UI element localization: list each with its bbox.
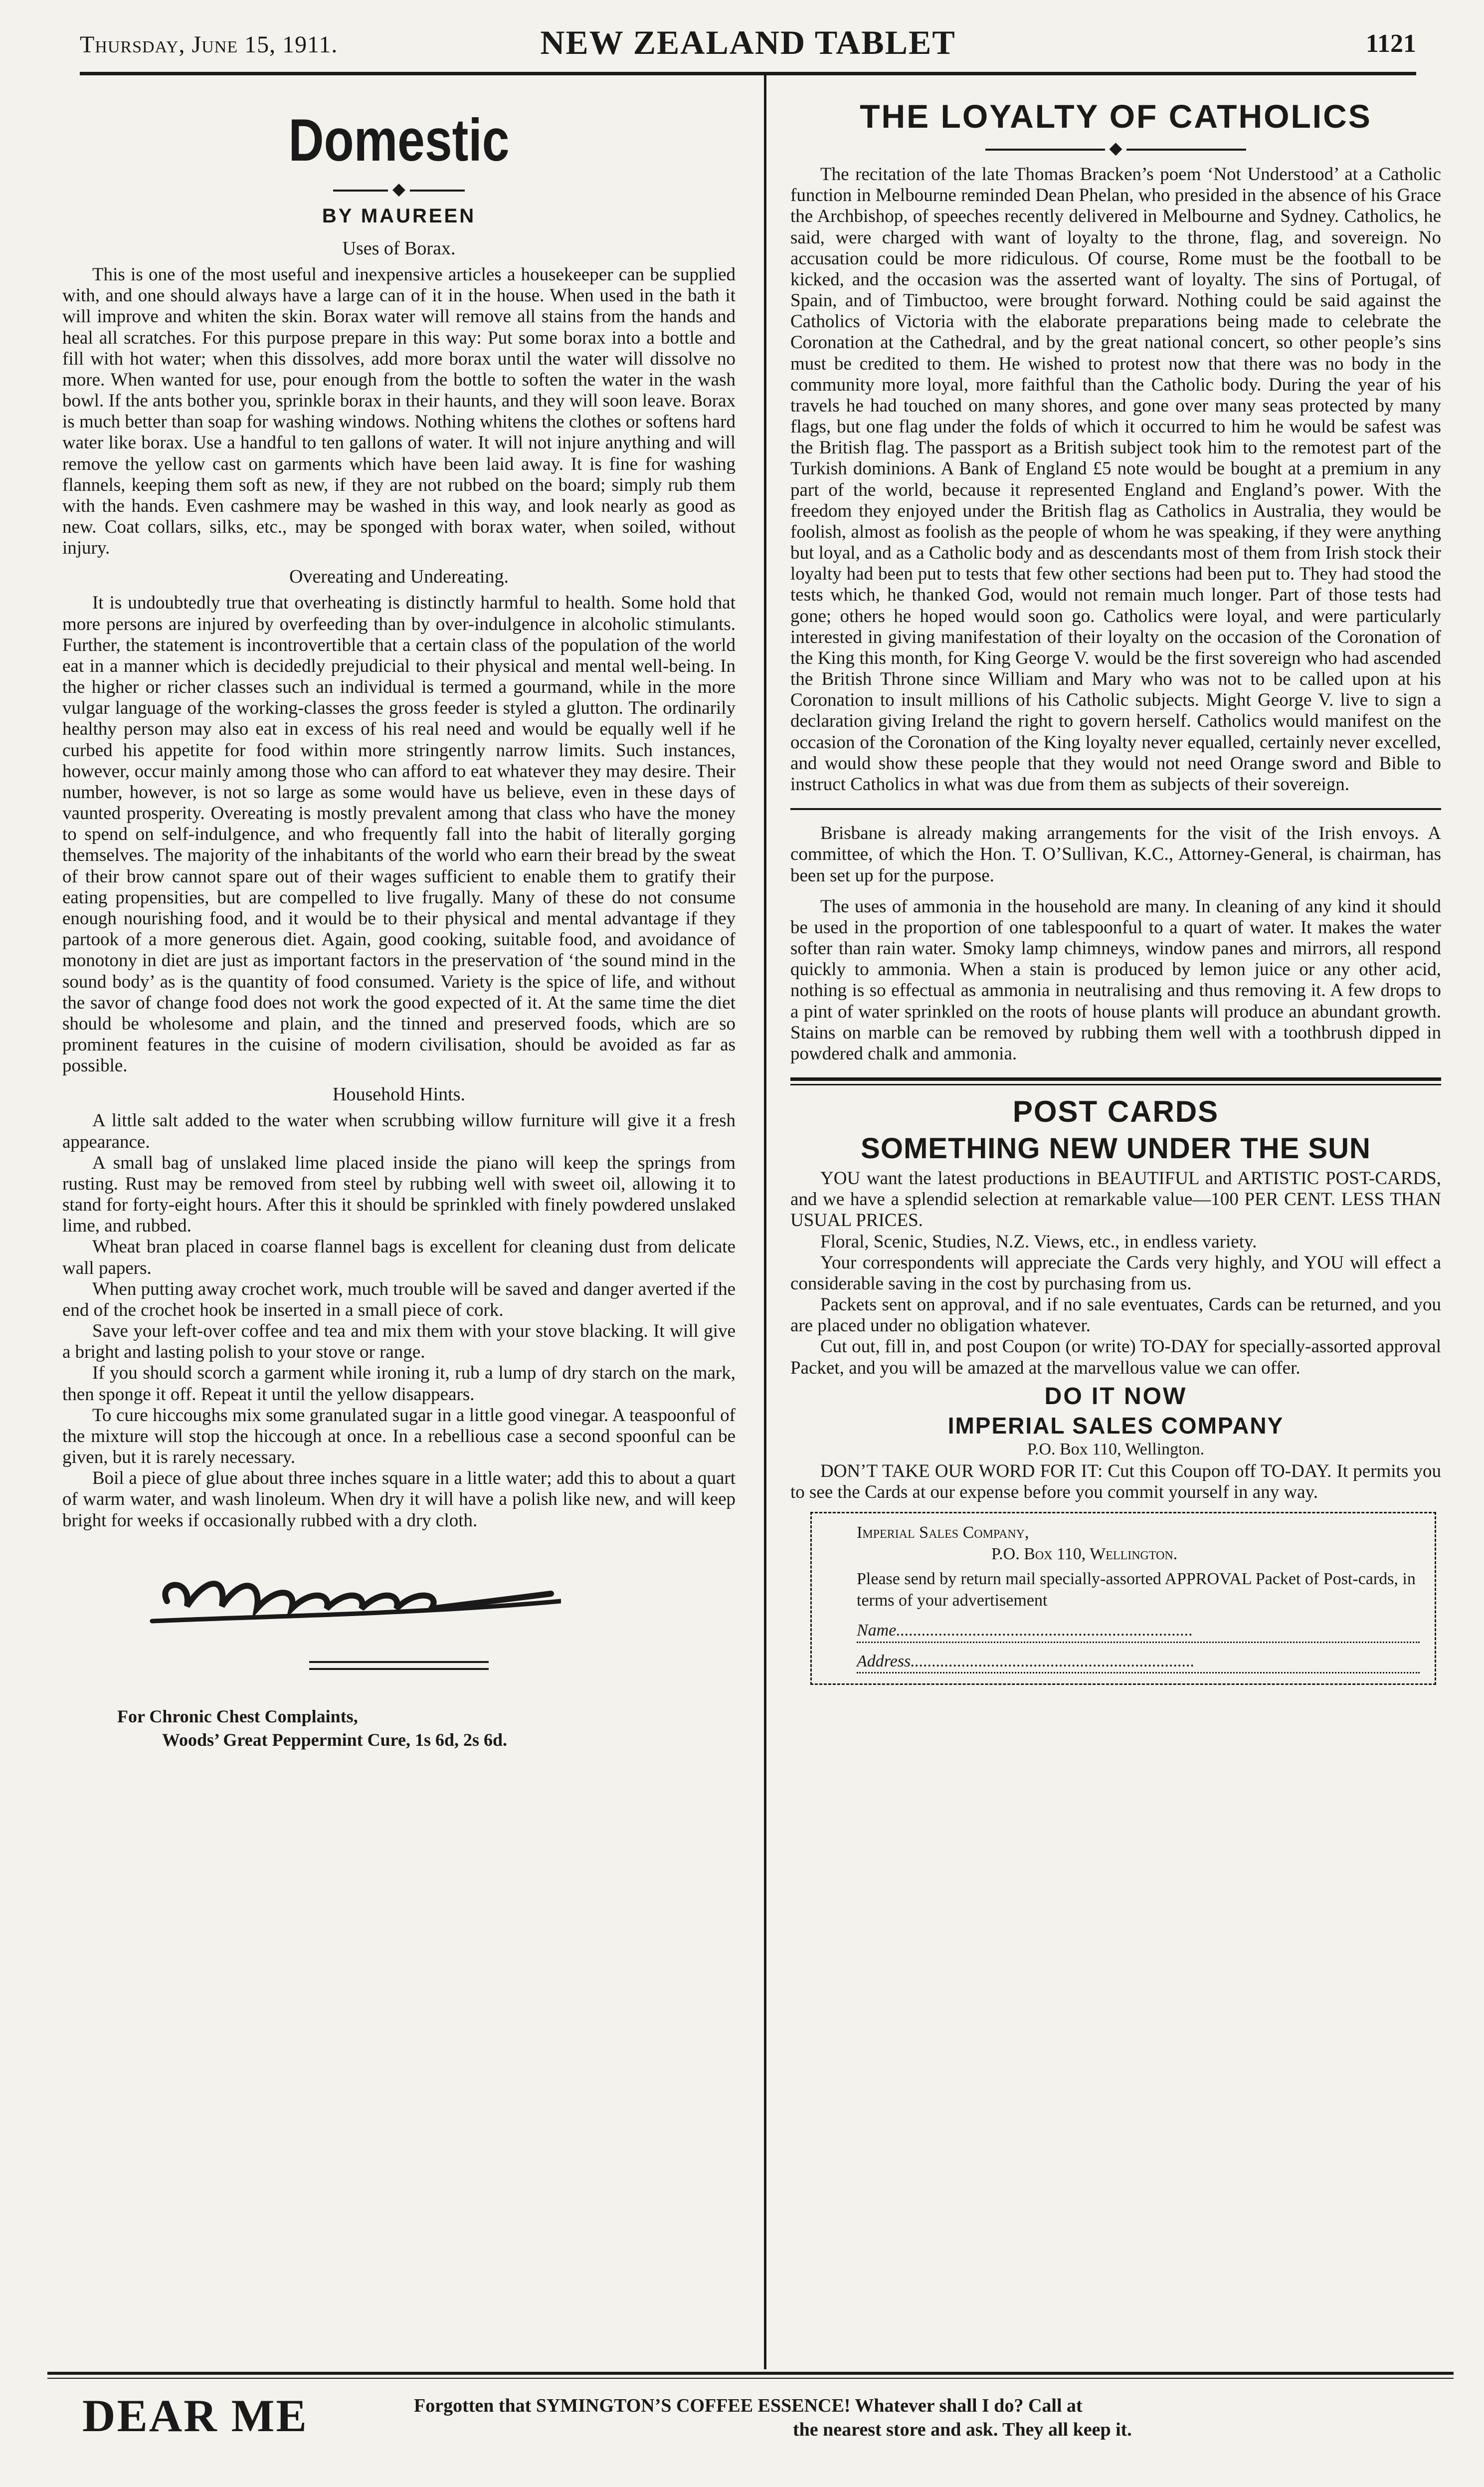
page-header [80,17,1416,75]
title-ornament: ◆ [62,181,736,198]
page-number: 1121 [1365,29,1416,58]
hint-paragraph: If you should scorch a garment while ironing it, rub a lump of dry starch on the mark, then sponge it off. Repeat it until the yellow disappears. [62,1363,736,1405]
hint-paragraph: To cure hiccoughs mix some granulated sugar in a little good vinegar. A teaspoonful of the mixture will stop the hiccough at once. In a rebellious case a second spoonful can be given, but it is rarely necessary. [62,1405,736,1468]
footer-rule [47,2372,1454,2379]
borax-paragraph: This is one of the most useful and inexpensive articles a housekeeper can be supplied with, and one should always have a large can of it in the house. When used in the bath it will improve and whiten the skin. Borax water will remove all stains from the hands and heal all scratches. For this purpose prepare in this way: Put some borax into a bottle and fill with hot water; when this dissolves, add more borax until the water will dissolve no more. When wanted for use, pour enough from the bottle to soften the water in the wash bowl. If the ants bother you, sprinkle borax in their haunts, and they will soon leave. Borax is much better than soap for washing windows. Nothing whitens the clothes or softens hard water like borax. Use a handful to ten gallons of water. It will not injure anything and will remove the yellow cast on garments which have been laid away. It is fine for washing flannels, keeping them soft as new, if they are not rubbed on the board; simply rub them with the hands. Even cashmere may be washed in this way, and look nearly as good as new. Coat collars, silks, etc., may be sponged with borax water, when soiled, without injury. [62,264,736,559]
postcards-paragraph: Packets sent on approval, and if no sale eventuates, Cards can be returned, and you are placed under no obligation whatever. [790,1294,1441,1336]
maureen-signature [62,1546,736,1641]
ad-divider [790,1077,1441,1085]
hint-paragraph: When putting away crochet work, much trouble will be saved and danger averted if the end of the crochet hook be inserted in a small piece of cork. [62,1278,736,1320]
domestic-column [62,87,736,1751]
coupon-address: P.O. Box 110, Wellington. [991,1544,1178,1563]
postcards-subtitle: SOMETHING NEW UNDER THE SUN [861,1132,1371,1165]
coupon-instructions: DON’T TAKE OUR WORD FOR IT: Cut this Coupon off TO-DAY. It permits you to see the Cards at our expense before you commit yourself in any way. [790,1460,1441,1502]
coupon-address-field[interactable]: Address................................................................... [857,1651,1420,1674]
chest-cure-ad [62,1705,736,1752]
domestic-title: Domestic [288,107,510,174]
hint-paragraph: A small bag of unslaked lime placed inside the piano will keep the springs from rusting. Rust may be removed from steel by rubbing well with sweet oil, allowing it to stand for forty-eight hours. After this it should be sprinkled with finely powdered unslaked lime, and rubbed. [62,1152,736,1237]
column-divider [764,75,766,2369]
masthead: NEW ZEALAND TABLET [540,23,956,61]
chest-ad-line2: Woods’ Great Peppermint Cure, 1s 6d, 2s 6d. [162,1729,508,1750]
footer-line1: Forgotten that SYMINGTON’S COFFEE ESSENCE! Whatever shall I do? Call at [414,2395,1083,2416]
order-coupon [810,1512,1436,1685]
coupon-text: Please send by return mail specially-assorted APPROVAL Packet of Post-cards, in terms of your advertisement [857,1570,1416,1610]
hint-paragraph: Boil a piece of glue about three inches square in a little water; add this to about a quart of warm water, and wash linoleum. When dry it will have a polish like new, and will keep bright for weeks if occasionally rubbed with a dry cloth. [62,1468,736,1531]
postcards-paragraph: Floral, Scenic, Studies, N.Z. Views, etc., in endless variety. [820,1231,1257,1252]
postcards-paragraph: Your correspondents will appreciate the Cards very highly, and YOU will effect a considerable saving in the cost by purchasing from us. [790,1252,1441,1294]
company-name: IMPERIAL SALES COMPANY [947,1412,1284,1439]
brisbane-paragraph: Brisbane is already making arrangements for the visit of the Irish envoys. A committee, of which the Hon. T. O’Sullivan, K.C., Attorney-General, is chairman, has been set up for the purpose. [790,823,1441,886]
postcards-ad [790,1094,1441,1685]
overeating-paragraph: It is undoubtedly true that overheating is distinctly harmful to health. Some hold that more persons are injured by overfeeding than by over-indulgence in alcoholic stimulants. Further, the statement is incontrovertible that a certain class of the population of the world eat in a manner which is decidedly prejudicial to their physical and mental well-being. In the higher or richer classes such an individual is termed a gourmand, while in the more vulgar language of the working-classes the gross feeder is styled a glutton. The ordinarily healthy person may also eat in excess of his real need and would be equally well if he curbed his appetite for food within more stringently narrow limits. Such instances, however, occur mainly among those who can afford to eat whatever they may desire. Their number, however, is not so large as some would have us believe, even in these days of vaunted prosperity. Overeating is mostly prevalent among that class who have the money to spend on self-indulgence, and who frequently fall into the habit of literally gorging themselves. The majority of the inhabitants of the world who earn their bread by the sweat of their brow cannot spare out of their wages sufficient to enable them to gratify their eating propensities, but are compelled to live frugally. Many of these do not consume enough nourishing food, and it would be to their physical and mental advantage if they partook of a more generous diet. Again, good cooking, suitable food, and avoidance of monotony in diet are just as important factors in the preservation of ‘the sound mind in the sound body’ as is the quantity of food consumed. Variety is the spice of life, and without the savor of change food does not work the good expected of it. At the same time the diet should be wholesome and plain, and the tinned and preserved foods, which are so prominent features in the cuisine of modern civilisation, should be avoided as far as possible. [62,593,736,1076]
postcards-paragraph: YOU want the latest productions in BEAUTIFUL and ARTISTIC POST-CARDS, and we have a splendid selection at remarkable value—100 PER CENT. LESS THAN USUAL PRICES. [790,1168,1441,1231]
issue-date: Thursday, June 15, 1911. [80,31,338,58]
footer-line2: the nearest store and ask. They all keep it. [793,2419,1132,2440]
coupon-company: Imperial Sales Company, [857,1523,1029,1542]
right-column [790,87,1441,1685]
do-it-now-heading: DO IT NOW [1044,1383,1187,1410]
postcards-title: POST CARDS [1012,1095,1219,1129]
section-heading-overeating: Overeating and Undereating. [289,566,509,588]
chest-ad-line1: For Chronic Chest Complaints, [117,1706,358,1726]
ammonia-paragraph: The uses of ammonia in the household are many. In cleaning of any kind it should be used in the proportion of one tablespoonful to a quart of water. It makes the water softer than rain water. Smoky lamp chimneys, window panes and mirrors, all respond quickly to ammonia. When a stain is produced by lemon juice or any other acid, nothing is so effectual as ammonia in neutralising and thus removing it. A few drops to a pint of water sprinkled on the roots of house plants will produce an abundant growth. Stains on marble can be removed by rubbing them well with a toothbrush dipped in powdered chalk and ammonia. [790,896,1441,1064]
section-heading-borax: Uses of Borax. [342,238,456,259]
section-heading-hints: Household Hints. [333,1084,465,1105]
hint-paragraph: Save your left-over coffee and tea and mix them with your stove blacking. It will give a bright and lasting polish to your stove or range. [62,1321,736,1363]
loyalty-title: THE LOYALTY OF CATHOLICS [860,98,1372,135]
loyalty-paragraph: The recitation of the late Thomas Bracken’s poem ‘Not Understood’ at a Catholic function in Melbourne reminded Dean Phelan, who presided in the absence of his Grace the Archbishop, of speeches recently delivered in Melbourne and Sydney. Catholics, he said, were charged with want of loyalty to the throne, flag, and sovereign. No accusation could be more ridiculous. Of course, Rome must be the football to be kicked, and the occasion was the asserted want of loyalty. The sins of Portugal, of Spain, and of Timbuctoo, were brought forward. Nothing could be said against the Catholics of Victoria with the elaborate preparations being made to celebrate the Coronation at the Cathedral, and by the great national concert, so other people’s sins must be credited to them. He wished to protest now that there was no body in the community more loyal, more faithful than the Catholic body. During the year of his travels he had touched on many shores, and gone over many seas protected by many flags, but one flag under the folds of which it occurred to him he would be safest was the British flag. The passport as a British subject took him to the remotest part of the Turkish dominions. A Bank of England £5 note would be bought at a premium in any part of the world, because it represented England and England’s power. With the freedom they enjoyed under the British flag as Catholics in Australia, they would be foolish, almost as foolish as the people of whom he was speaking, if they were anything but loyal, and as a Catholic body and as descendants most of them from Irish stock their loyalty had been put to tests that few other sections had been put to. They had stood the tests which, he thanked God, would not remain much longer. Part of those tests had gone; others he hoped would soon go. Catholics were loyal, and were particularly interested in giving manifestation of their loyalty on the occasion of the Coronation of the King this month, for King George V. would be the first sovereign who had ascended the British Throne since William and Mary who was not to be called upon at his Coronation to insult millions of his Catholic subjects. Might George V. live to sign a declaration giving Ireland the right to govern herself. Catholics would manifest on the occasion of the Coronation of the King loyalty never equalled, certainly never excelled, and would show these people that they would not need Orange sword and Bible to instruct Catholics in what was due from them as subjects of their sovereign. [790,164,1441,795]
coupon-name-field[interactable]: Name...................................................................... [857,1620,1420,1643]
domestic-byline: BY MAUREEN [322,205,476,227]
company-address: P.O. Box 110, Wellington. [1027,1440,1205,1458]
section-divider [790,808,1441,810]
hint-paragraph: Wheat bran placed in coarse flannel bags is excellent for cleaning dust from delicate wall papers. [62,1237,736,1278]
postcards-paragraph: Cut out, fill in, and post Coupon (or write) TO-DAY for specially-assorted approval Packet, and you will be amazed at the marvellous value we can offer. [790,1336,1441,1378]
footer-headline: DEAR ME [82,2390,308,2441]
hint-paragraph: A little salt added to the water when scrubbing willow furniture will give it a fresh appearance. [62,1110,736,1152]
loyalty-ornament: ◆ [790,140,1441,157]
signature-rule [309,1661,489,1670]
footer-ad [414,2394,1436,2442]
